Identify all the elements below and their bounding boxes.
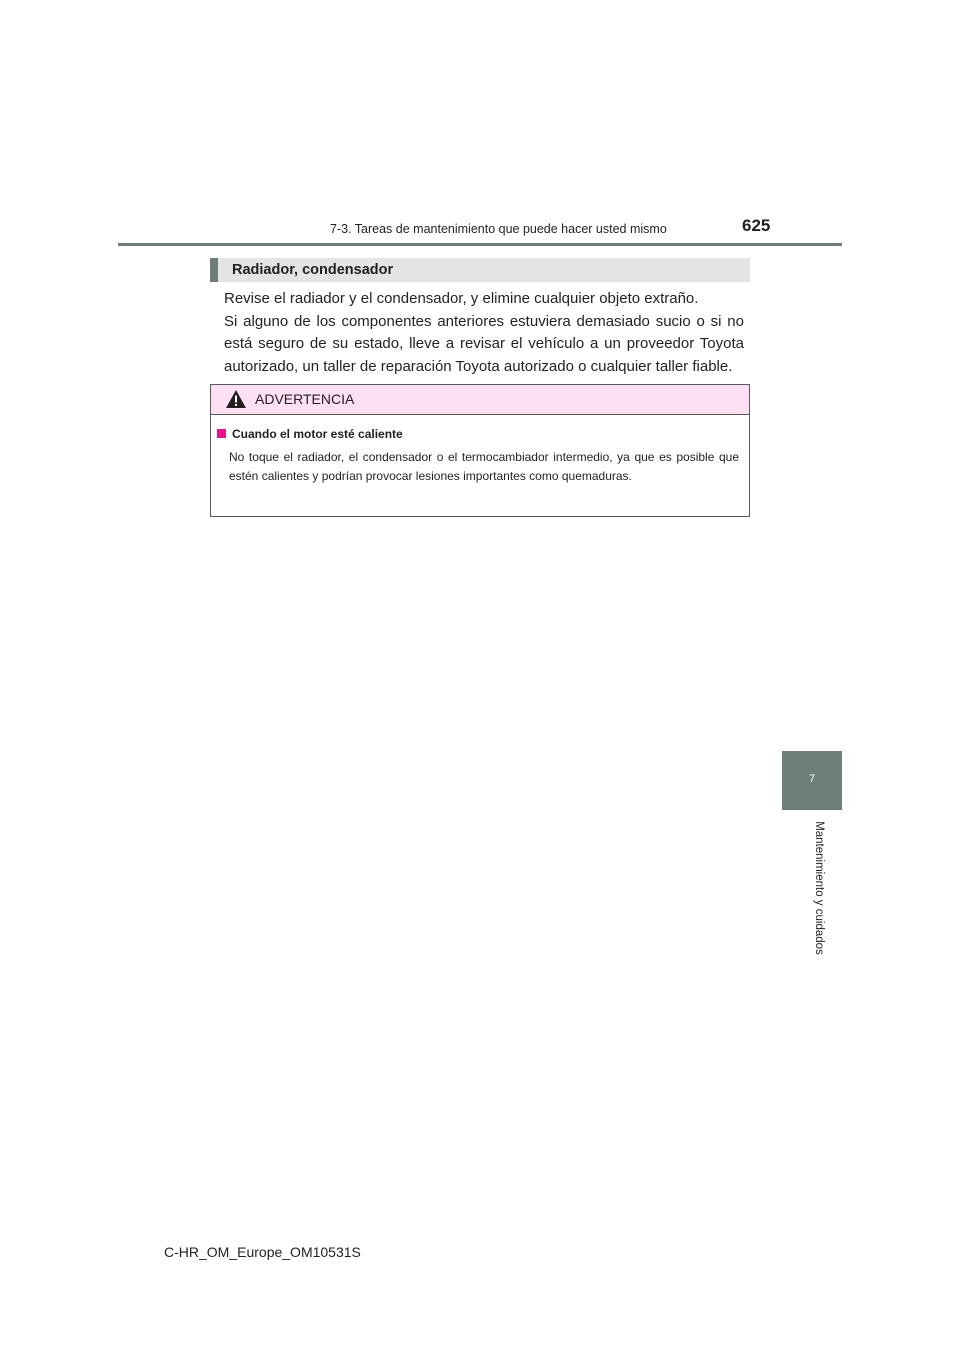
chapter-title: 7-3. Tareas de mantenimiento que puede hacer usted mismo <box>330 222 667 236</box>
header-rule <box>118 243 842 246</box>
warning-triangle-icon <box>225 389 247 409</box>
footer-doc-code: C-HR_OM_Europe_OM10531S <box>164 1244 361 1260</box>
warning-title: ADVERTENCIA <box>255 391 355 407</box>
warning-subheading-label: Cuando el motor esté caliente <box>232 427 403 441</box>
section-heading-label: Radiador, condensador <box>232 262 394 278</box>
paragraph: Si alguno de los componentes anteriores estuviera demasiado sucio o si no está seguro de su estado, lleve a revisar el vehículo a un proveedor Toyota autorizado, un taller de reparación Toyota autorizado o cualquier taller fiable. <box>224 312 744 375</box>
side-tab <box>782 751 842 810</box>
warning-subheading <box>217 427 403 441</box>
paragraph: Revise el radiador y el condensador, y elimine cualquier objeto extraño. <box>224 290 699 307</box>
page-number: 625 <box>742 216 771 235</box>
warning-header <box>211 385 749 415</box>
body-text <box>224 288 744 378</box>
square-bullet-icon <box>217 429 226 438</box>
side-tab-number: 7 <box>808 773 816 785</box>
warning-text: No toque el radiador, el condensador o el termocambiador intermedio, ya que es posible que estén calientes y podrían provocar lesiones importantes como quemaduras. <box>229 450 739 483</box>
section-heading <box>210 258 750 282</box>
side-label: Mantenimiento y cuidados <box>813 821 825 955</box>
warning-box <box>210 384 750 517</box>
